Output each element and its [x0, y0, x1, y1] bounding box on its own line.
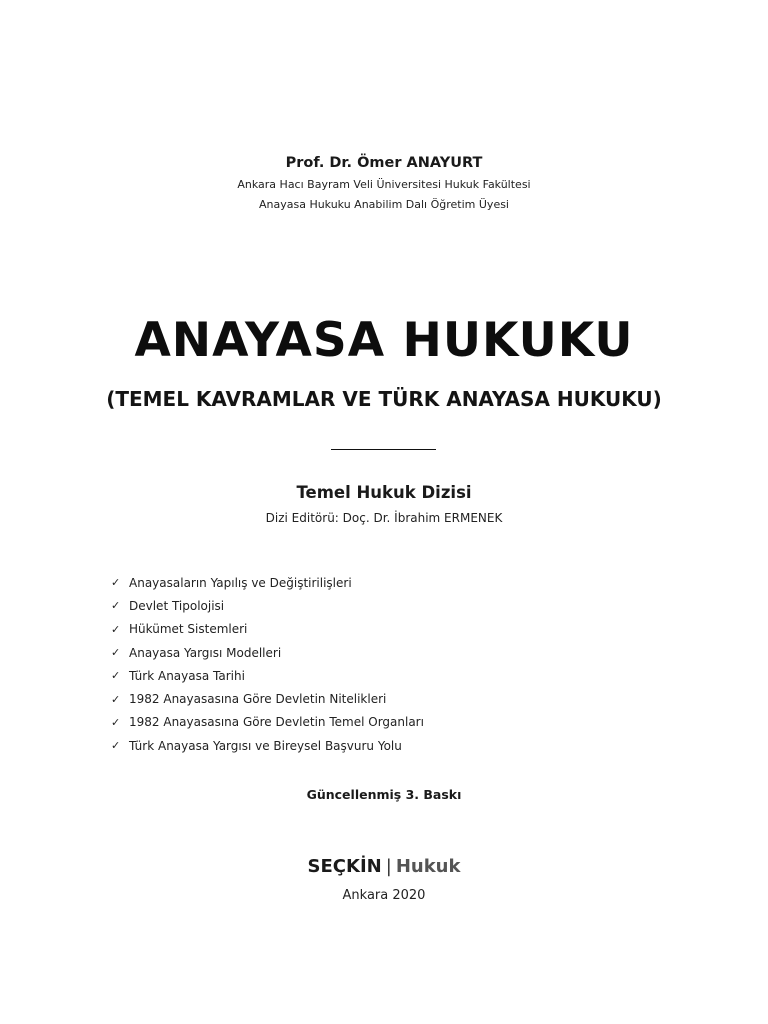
topic-item — [111, 734, 424, 757]
divider-rule — [331, 449, 436, 450]
topic-item — [111, 711, 424, 734]
series-editor: Dizi Editörü: Doç. Dr. İbrahim ERMENEK — [265, 511, 503, 525]
topic-item — [111, 664, 424, 687]
author-affiliation-faculty: Ankara Hacı Bayram Veli Üniversitesi Hukuk Fakültesi — [237, 178, 531, 191]
check-icon: ✓ — [111, 715, 121, 729]
topic-label: Hükümet Sistemleri — [129, 622, 248, 637]
topic-label: 1982 Anayasasına Göre Devletin Temel Organları — [129, 715, 424, 730]
publisher-line — [0, 856, 768, 877]
check-icon: ✓ — [111, 739, 121, 753]
topics-list — [111, 571, 424, 757]
publisher-separator: | — [385, 856, 392, 877]
author-affiliation-department: Anayasa Hukuku Anabilim Dalı Öğretim Üyesi — [258, 198, 509, 211]
check-icon: ✓ — [111, 692, 121, 706]
topic-label: Devlet Tipolojisi — [129, 598, 225, 613]
publisher-imprint: Hukuk — [395, 856, 461, 877]
topic-label: Türk Anayasa Yargısı ve Bireysel Başvuru Yolu — [129, 738, 402, 753]
topic-item — [111, 687, 424, 710]
author-name: Prof. Dr. Ömer ANAYURT — [285, 155, 483, 171]
topic-label: Anayasaların Yapılış ve Değiştirilişleri — [129, 575, 352, 590]
publisher-name: SEÇKİN — [307, 856, 382, 877]
check-icon: ✓ — [111, 646, 121, 660]
publication-place-year: Ankara 2020 — [342, 888, 426, 903]
topic-label: Türk Anayasa Tarihi — [129, 668, 245, 683]
check-icon: ✓ — [111, 599, 121, 613]
book-subtitle: (TEMEL KAVRAMLAR VE TÜRK ANAYASA HUKUKU) — [106, 387, 662, 411]
series-name: Temel Hukuk Dizisi — [296, 483, 472, 502]
topic-label: Anayasa Yargısı Modelleri — [129, 645, 282, 660]
topic-item — [111, 594, 424, 617]
book-title: ANAYASA HUKUKU — [134, 313, 634, 368]
topic-item — [111, 618, 424, 641]
check-icon: ✓ — [111, 622, 121, 636]
edition-label: Güncellenmiş 3. Baskı — [306, 787, 462, 802]
topic-item — [111, 571, 424, 594]
check-icon: ✓ — [111, 576, 121, 590]
check-icon: ✓ — [111, 669, 121, 683]
topic-item — [111, 641, 424, 664]
topic-label: 1982 Anayasasına Göre Devletin Nitelikleri — [129, 692, 387, 707]
